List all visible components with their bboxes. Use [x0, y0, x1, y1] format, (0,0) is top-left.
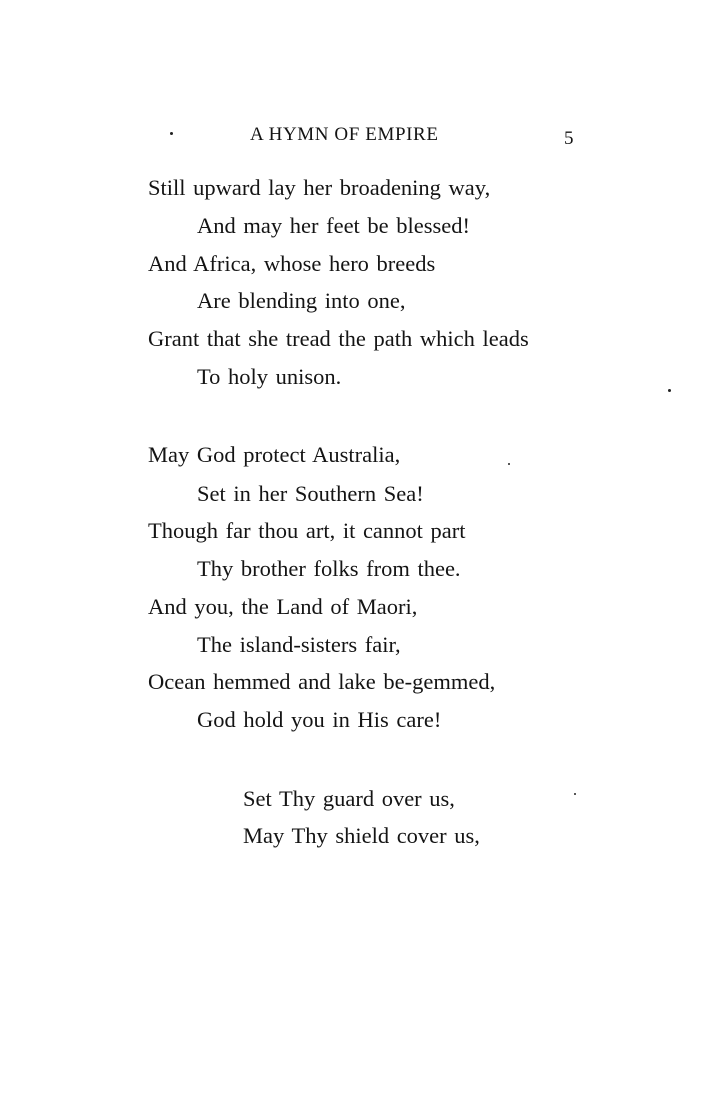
poem-line: And Africa, whose hero breeds: [148, 251, 436, 276]
poem-line: To holy unison.: [197, 364, 342, 389]
running-head: [0, 124, 721, 150]
poem-line: May Thy shield cover us,: [243, 823, 480, 848]
poem-line: Set in her Southern Sea!: [197, 481, 424, 506]
scan-speck: [668, 389, 671, 392]
poem-line: God hold you in His care!: [197, 707, 442, 732]
scan-speck: [508, 463, 510, 465]
poem-line: And may her feet be blessed!: [197, 213, 471, 238]
poem-line: Ocean hemmed and lake be-gemmed,: [148, 669, 496, 694]
poem-line: Set Thy guard over us,: [243, 786, 455, 811]
scan-speck: [574, 793, 576, 795]
poem-line: May God protect Australia,: [148, 442, 401, 467]
poem-line: Though far thou art, it cannot part: [148, 518, 466, 543]
poem-line: And you, the Land of Maori,: [148, 594, 418, 619]
poem-line: Still upward lay her broadening way,: [148, 175, 491, 200]
page-number: 5: [564, 128, 574, 149]
poem-line: Thy brother folks from thee.: [197, 556, 461, 581]
running-title: A HYMN OF EMPIRE: [250, 124, 439, 145]
scan-speck: [170, 132, 173, 135]
poem-line: The island-sisters fair,: [197, 632, 401, 657]
poem-line: Are blending into one,: [197, 288, 406, 313]
poem-line: Grant that she tread the path which leads: [148, 326, 529, 351]
